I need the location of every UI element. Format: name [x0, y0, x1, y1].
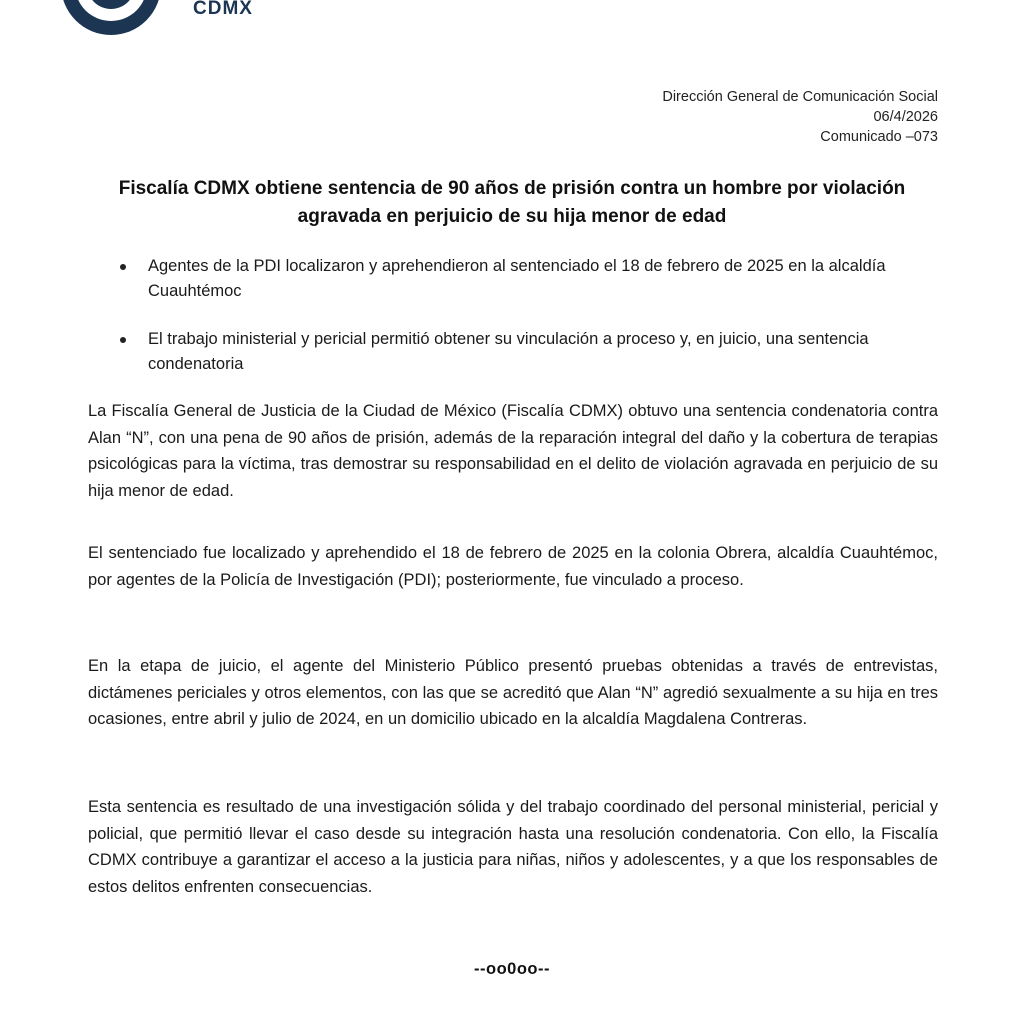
- body-paragraph: El sentenciado fue localizado y aprehendido el 18 de febrero de 2025 en la colonia Obrera, alcaldía Cuauhtémoc, por agentes de la Policía de Investigación (PDI); posteriormente, fue vinculado a proceso.: [88, 544, 938, 589]
- fiscalia-logo-icon: [56, 0, 166, 40]
- bullet-icon: [120, 264, 126, 270]
- body-paragraph: Esta sentencia es resultado de una investigación sólida y del trabajo coordinado del personal ministerial, pericial y policial, que permitió llevar el caso desde su integración hasta una resolución condenatoria. Con ello, la Fiscalía CDMX contribuye a garantizar el acceso a la justicia para niñas, niños y adolescentes, y a que los responsables de estos delitos enfrenten consecuencias.: [88, 798, 938, 896]
- highlights-list: [112, 254, 942, 400]
- release-date: 06/4/2026: [873, 109, 938, 125]
- bullet-icon: [120, 337, 126, 343]
- list-item-text: Agentes de la PDI localizaron y aprehendieron al sentenciado el 18 de febrero de 2025 en la alcaldía Cuauhtémoc: [148, 257, 886, 300]
- page-title: Fiscalía CDMX obtiene sentencia de 90 años de prisión contra un hombre por violación agravada en perjuicio de su hija menor de edad: [118, 178, 906, 227]
- list-item-text: El trabajo ministerial y pericial permitió obtener su vinculación a proceso y, en juicio, una sentencia condenatoria: [148, 330, 869, 373]
- body-paragraph: En la etapa de juicio, el agente del Ministerio Público presentó pruebas obtenidas a través de entrevistas, dictámenes periciales y otros elementos, con las que se acreditó que Alan “N” agredió sexualmente a su hija en tres ocasiones, entre abril y julio de 2024, en un domicilio ubicado en la alcaldía Magdalena Contreras.: [88, 657, 938, 728]
- department-name: Dirección General de Comunicación Social: [662, 89, 938, 105]
- closing-mark: --oo0oo--: [474, 960, 550, 978]
- list-item: [112, 327, 942, 377]
- release-number: Comunicado –073: [820, 129, 938, 145]
- logo-text: CDMX: [193, 0, 253, 19]
- list-item: [112, 254, 942, 304]
- body-paragraph: La Fiscalía General de Justicia de la Ciudad de México (Fiscalía CDMX) obtuvo una sentencia condenatoria contra Alan “N”, con una pena de 90 años de prisión, además de la reparación integral del daño y la cobertura de terapias psicológicas para la víctima, tras demostrar su responsabilidad en el delito de violación agravada en perjuicio de su hija menor de edad.: [88, 402, 938, 500]
- press-release-meta: [662, 87, 938, 147]
